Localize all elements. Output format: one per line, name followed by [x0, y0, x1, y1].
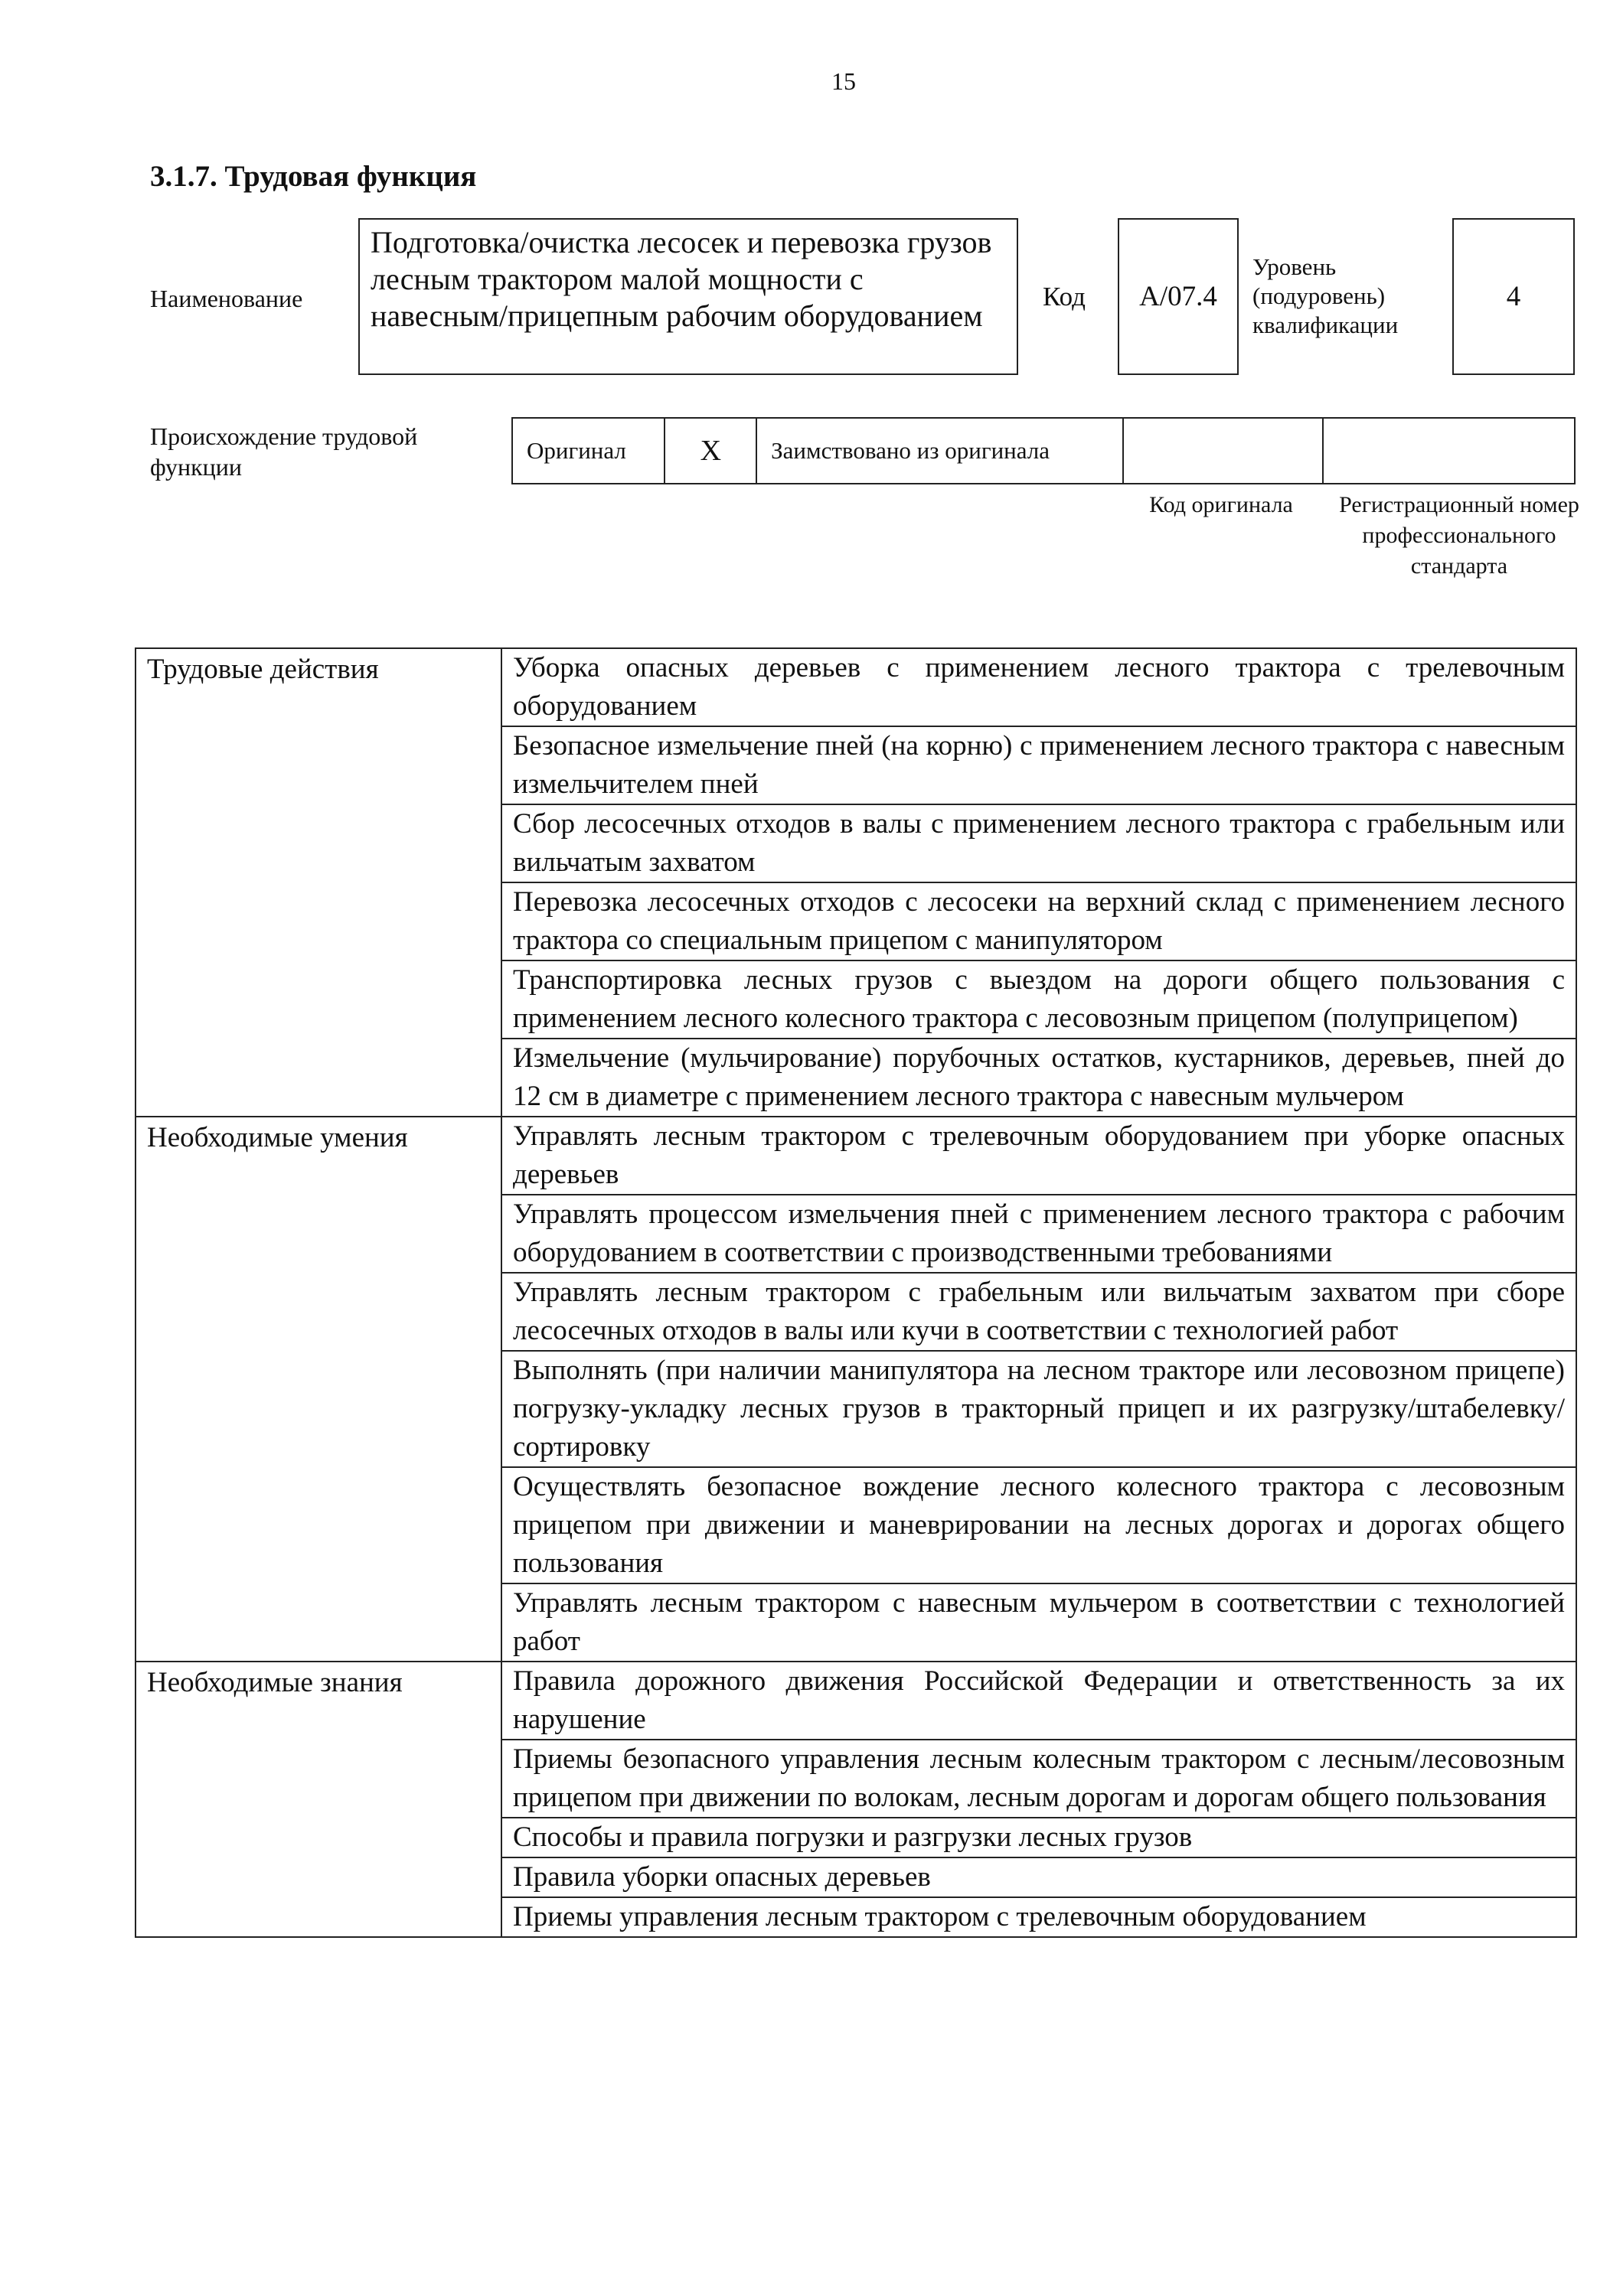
- table-row: [136, 1117, 1576, 1195]
- section-item: Правила уборки опасных деревьев: [501, 1857, 1576, 1897]
- section-item: Управлять лесным трактором с трелевочным оборудованием при уборке опасных деревьев: [501, 1117, 1576, 1195]
- origin-original-cell: Оригинал: [513, 419, 665, 483]
- section-title: 3.1.7. Трудовая функция: [150, 160, 477, 193]
- section-item: Управлять лесным трактором с грабельным или вильчатым захватом при сборе лесосечных отходов в валы или кучи в соответствии с технологией работ: [501, 1273, 1576, 1351]
- qualification-level-box: 4: [1452, 218, 1575, 375]
- origin-row: [511, 417, 1576, 484]
- section-category: Необходимые умения: [136, 1117, 501, 1662]
- section-item: Уборка опасных деревьев с применением лесного трактора с трелевочным оборудованием: [501, 648, 1576, 726]
- table-row: [136, 648, 1576, 726]
- origin-code-caption: Код оригинала: [1149, 492, 1293, 517]
- code-label: Код: [1043, 282, 1086, 311]
- section-category: Трудовые действия: [136, 648, 501, 1117]
- section-item: Осуществлять безопасное вождение лесного колесного трактора с лесовозным прицепом при движении и маневрировании на лесных дорогах и дорогах общего пользования: [501, 1467, 1576, 1583]
- section-item: Сбор лесосечных отходов в валы с применением лесного трактора с грабельным или вильчатым захватом: [501, 804, 1576, 882]
- section-item: Приемы безопасного управления лесным колесным трактором с лесным/лесовозным прицепом при движении по волокам, лесным дорогам и дорогам общего пользования: [501, 1740, 1576, 1818]
- function-name-box: Подготовка/очистка лесосек и перевозка грузов лесным трактором малой мощности с навесным/прицепным рабочим оборудованием: [358, 218, 1018, 375]
- section-item: Измельчение (мульчирование) порубочных остатков, кустарников, деревьев, пней до 12 см в диаметре с применением лесного трактора с навесным мульчером: [501, 1039, 1576, 1117]
- section-item: Управлять процессом измельчения пней с применением лесного трактора с рабочим оборудованием в соответствии с производственными требованиями: [501, 1195, 1576, 1273]
- labor-function-table: [135, 647, 1577, 1938]
- section-item: Перевозка лесосечных отходов с лесосеки на верхний склад с применением лесного трактора со специальным прицепом с манипулятором: [501, 882, 1576, 960]
- origin-borrowed-cell: Заимствовано из оригинала: [757, 419, 1124, 483]
- section-item: Безопасное измельчение пней (на корню) с применением лесного трактора с навесным измельчителем пней: [501, 726, 1576, 804]
- section-item: Приемы управления лесным трактором с трелевочным оборудованием: [501, 1897, 1576, 1937]
- origin-reg-caption: Регистрационный номер профессионального стандарта: [1339, 492, 1579, 579]
- section-category: Необходимые знания: [136, 1662, 501, 1937]
- page-number: 15: [831, 67, 856, 95]
- level-label: Уровень (подуровень) квалификации: [1252, 253, 1399, 338]
- section-item: Выполнять (при наличии манипулятора на лесном тракторе или лесовозном прицепе) погрузку-укладку лесных грузов в тракторный прицеп и их разгрузку/штабелевку/сортировку: [501, 1351, 1576, 1467]
- origin-reg-cell: [1324, 419, 1574, 483]
- origin-mark-cell: X: [665, 419, 757, 483]
- section-item: Способы и правила погрузки и разгрузки лесных грузов: [501, 1818, 1576, 1857]
- table-row: [136, 1662, 1576, 1740]
- function-code-box: А/07.4: [1118, 218, 1239, 375]
- section-item: Управлять лесным трактором с навесным мульчером в соответствии с технологией работ: [501, 1583, 1576, 1662]
- section-item: Транспортировка лесных грузов с выездом на дороги общего пользования с применением лесного колесного трактора с лесовозным прицепом (полуприцепом): [501, 960, 1576, 1039]
- origin-code-cell: [1124, 419, 1324, 483]
- origin-label: Происхождение трудовой функции: [150, 422, 418, 481]
- section-item: Правила дорожного движения Российской Федерации и ответственность за их нарушение: [501, 1662, 1576, 1740]
- name-label: Наименование: [150, 285, 303, 312]
